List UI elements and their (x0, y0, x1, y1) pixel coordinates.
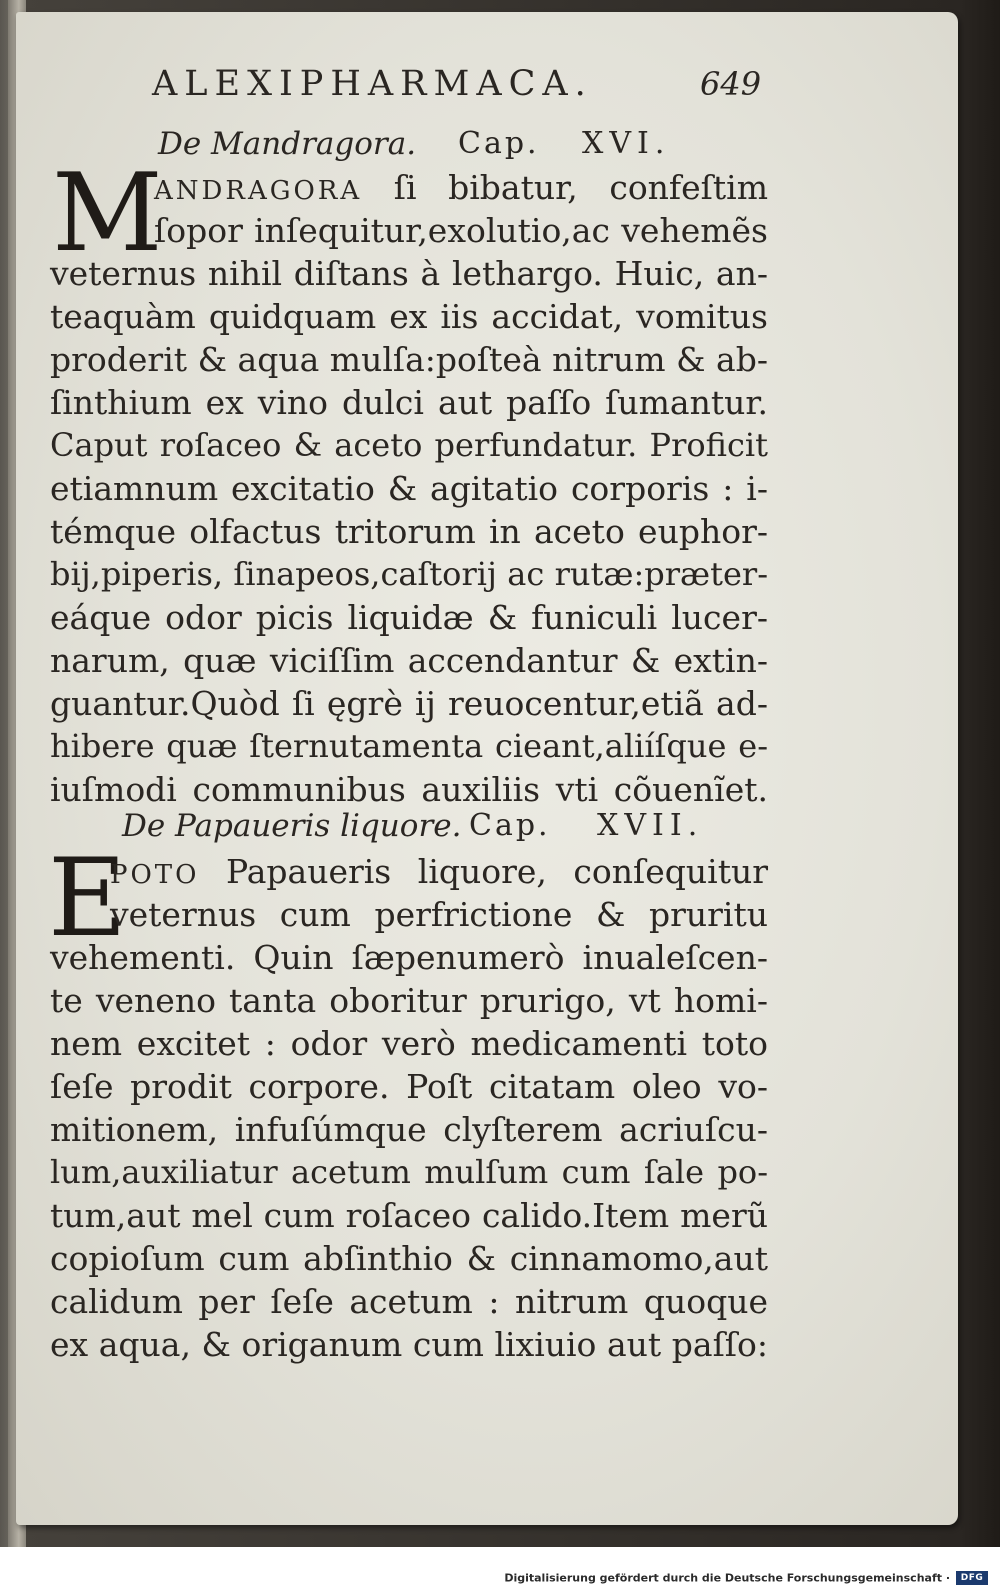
text-line: vehementi. Quin ſæpenumerò inualeſcen- (50, 938, 768, 977)
text-line: ſeſe prodit corpore. Poſt citatam oleo vo- (50, 1067, 768, 1106)
lead-smallcaps: POTO (110, 860, 200, 890)
text-line: etiamnum excitatio & agitatio corporis : i- (50, 469, 768, 508)
lead-smallcaps: ANDRAGORA (154, 176, 363, 206)
drop-initial-e: E (48, 836, 127, 961)
chapter-16-cap-label: Cap. (458, 126, 540, 161)
text-line: témque olfactus tritorum in aceto euphor- (50, 512, 768, 551)
line-text: Papaueris liquore, conſequitur (226, 852, 768, 891)
dfg-logo: DFG (956, 1571, 988, 1585)
text-line: calidum per ſeſe acetum : nitrum quoque (50, 1282, 768, 1321)
text-line (110, 850, 768, 893)
chapter-17-title: De Papaueris liquore. (122, 808, 462, 844)
dfg-credit-text: Digitalisierung gefördert durch die Deutsche Forschungsgemeinschaft · (504, 1571, 950, 1585)
chapter-17-cap-label: Cap. (469, 808, 551, 843)
text-line: hibere quæ ſternutamenta cieant,aliíſque e- (50, 727, 768, 765)
text-line: eáque odor picis liquidæ & funiculi lucer- (50, 598, 768, 637)
text-line: ſopor inſequitur,exolutio,ac vehemẽs (154, 211, 768, 250)
text-line: lum,auxiliatur acetum mulſum cum ſale po- (50, 1153, 768, 1191)
text-line: veternus nihil diſtans à lethargo. Huic, an- (50, 254, 768, 293)
chapter-17-heading (122, 806, 704, 851)
running-head: ALEXIPHARMACA. (152, 64, 593, 104)
chapter-16-title: De Mandragora. (158, 126, 417, 162)
text-line: Caput roſaceo & aceto perfundatur. Proficit (50, 426, 768, 464)
text-line: ſinthium ex vino dulci aut paſſo ſumantur. (50, 383, 768, 422)
text-line: te veneno tanta oboritur prurigo, vt homi- (50, 981, 768, 1020)
drop-initial-m: M (52, 151, 163, 276)
chapter-17-number: XVII. (597, 808, 704, 843)
text-line: mitionem, infuſúmque clyſterem acriuſcu- (50, 1110, 768, 1149)
chapter-16-heading (158, 124, 671, 169)
text-line: iuſmodi communibus auxiliis vti cõuenĩet. (50, 770, 768, 809)
text-line: teaquàm quidquam ex iis accidat, vomitus (50, 297, 768, 336)
text-line: tum,aut mel cum roſaceo calido.Item merũ (50, 1196, 768, 1235)
text-line: guantur.Quòd ſi ęgrè ij reuocentur,etiã ad- (50, 684, 768, 723)
chapter-16-number: XVI. (582, 126, 671, 161)
text-line: copioſum cum abſinthio & cinnamomo,aut (50, 1239, 768, 1278)
page-number: 649 (700, 65, 762, 103)
text-line (154, 166, 768, 209)
text-line: nem excitet : odor verò medicamenti toto (50, 1024, 768, 1063)
text-line: narum, quæ viciſſim accendantur & extin- (50, 641, 768, 680)
text-line: veternus cum perfrictione & pruritu (110, 895, 768, 934)
text-line: proderit & aqua mulſa:poſteà nitrum & ab- (50, 340, 768, 379)
text-line: bij,piperis, ſinapeos,caſtorij ac rutæ:præter- (50, 555, 768, 593)
text-line: ex aqua, & origanum cum lixiuio aut paſſo: (50, 1325, 768, 1364)
line-text: ſi bibatur, confeſtim (393, 168, 768, 207)
